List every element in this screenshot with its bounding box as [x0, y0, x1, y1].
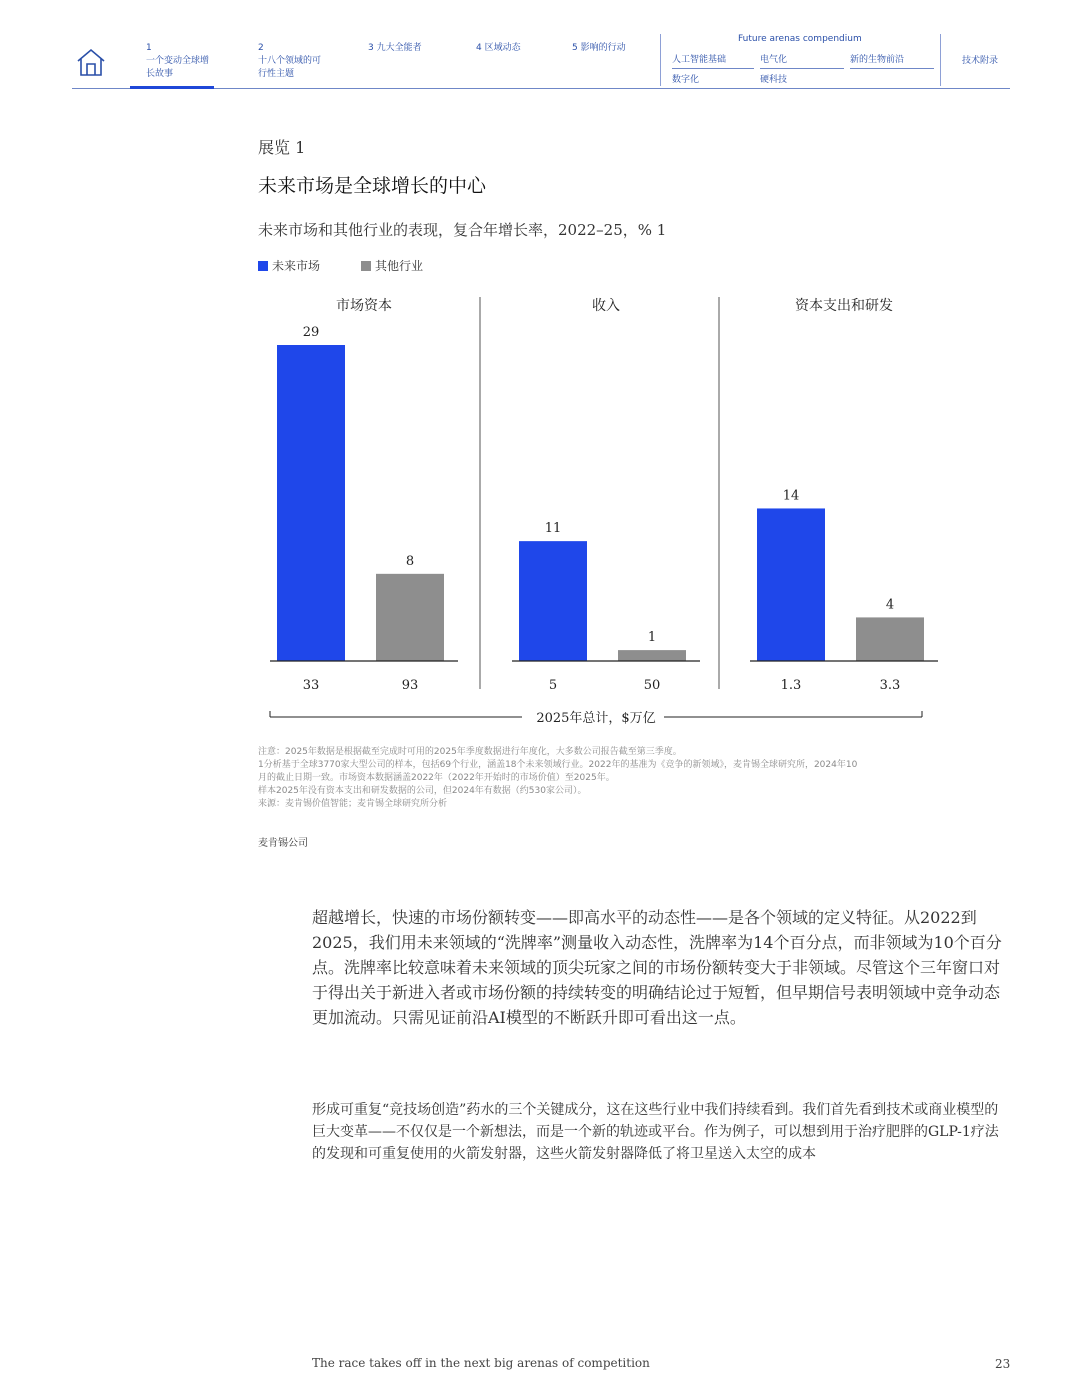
- legend-label: 其他行业: [375, 259, 424, 273]
- exhibit-title: 未来市场是全球增长的中心: [258, 175, 487, 197]
- nav-item-label: 5 影响的行动: [572, 43, 626, 53]
- note-line: 来源：麦肯锡价值智能；麦肯锡全球研究所分析: [258, 799, 448, 809]
- nav-item-1[interactable]: [146, 42, 212, 81]
- legend-swatch-future: [258, 261, 268, 271]
- tick-label: 5: [548, 678, 558, 693]
- tick-label: 33: [302, 678, 320, 693]
- data-label: 4: [885, 597, 895, 613]
- note-line: 月的截止日期一致。市场资本数据涵盖2022年（2022年开始时的市场价值）至2025年。: [258, 773, 615, 783]
- legend-future: [258, 257, 320, 274]
- nav-item-4[interactable]: [476, 42, 524, 55]
- bar: [277, 345, 345, 661]
- footer-title: The race takes off in the next big arenas of competition: [312, 1356, 650, 1370]
- tech-appendix-link[interactable]: 技术附录: [962, 56, 999, 66]
- nav-item-3[interactable]: [368, 42, 424, 55]
- panel-title: 资本支出和研发: [795, 298, 893, 314]
- tick-label: 1.3: [780, 678, 802, 693]
- tick-label: 93: [401, 678, 419, 693]
- nav-item-number: 2: [258, 43, 264, 53]
- bar: [856, 617, 924, 661]
- home-icon[interactable]: [76, 47, 106, 77]
- compendium-item-hardtech[interactable]: 硬科技: [760, 75, 788, 85]
- data-label: 11: [544, 521, 562, 537]
- nav-item-2[interactable]: [258, 42, 324, 81]
- nav-item-label: 十八个领域的可行性主题: [258, 56, 322, 79]
- company-name: 麦肯锡公司: [258, 838, 308, 849]
- bar-chart: [250, 285, 950, 735]
- data-label: 29: [302, 325, 320, 340]
- nav-item-5[interactable]: [572, 42, 628, 55]
- tick-label: 50: [643, 678, 661, 693]
- nav-item-label: 一个变动全球增长故事: [146, 56, 210, 79]
- compendium-item-ai[interactable]: 人工智能基础: [672, 52, 754, 69]
- x-axis-label: 2025年总计，$万亿: [536, 711, 656, 726]
- body-paragraph-2: 形成可重复“竞技场创造”药水的三个关键成分，这在这些行业中我们持续看到。我们首先看到技术或商业模型的巨大变革——不仅仅是一个新想法，而是一个新的轨迹或平台。作为例子，可以想到用于治疗肥胖的GLP-1疗法的发现和可重复使用的火箭发射器，这些火箭发射器降低了将卫星送入太空的成本: [312, 1102, 999, 1162]
- chart-notes: [258, 746, 978, 811]
- compendium-item-digital[interactable]: 数字化: [672, 75, 700, 85]
- panel-title: 市场资本: [336, 298, 392, 314]
- note-line: 1分析基于全球3770家大型公司的样本，包括69个行业，涵盖18个未来领域行业。2022年的基准为《竞争的新领域》，麦肯锡全球研究所，2024年10: [258, 760, 858, 770]
- nav-divider: [940, 34, 941, 86]
- note-line: 样本2025年没有资本支出和研发数据的公司，但2024年有数据（约530家公司）。: [258, 786, 587, 796]
- exhibit-label: 展览 1: [258, 138, 306, 157]
- compendium-item-bio[interactable]: 新的生物前沿: [850, 52, 934, 69]
- nav-item-number: 1: [146, 43, 152, 53]
- nav-divider: [660, 34, 661, 86]
- bar: [757, 508, 825, 661]
- nav-item-label: 3 九大全能者: [368, 43, 422, 53]
- data-label: 14: [782, 488, 800, 504]
- nav-active-indicator: [130, 86, 214, 89]
- body-paragraph-1: 超越增长，快速的市场份额转变——即高水平的动态性——是各个领域的定义特征。从2022到2025，我们用未来领域的“洗牌率”测量收入动态性，洗牌率为14个百分点，而非领域为10个百分点。洗牌率比较意味着未来领域的顶尖玩家之间的市场份额转变大于非领域。尽管这个三年窗口对于得出关于新进入者或市场份额的持续转变的明确结论过于短暂，但早期信号表明领域中竞争动态更加流动。只需见证前沿AI模型的不断跃升即可看出这一点。: [312, 908, 1002, 1027]
- legend-label: 未来市场: [272, 259, 321, 273]
- data-label: 1: [647, 630, 657, 646]
- legend-other: [361, 257, 423, 274]
- compendium-title: Future arenas compendium: [738, 34, 862, 44]
- compendium-item-electrification[interactable]: 电气化: [760, 52, 844, 69]
- bar: [376, 574, 444, 661]
- note-line: 注意：2025年数据是根据截至完成时可用的2025年季度数据进行年度化，大多数公司报告截至第三季度。: [258, 747, 682, 757]
- nav-item-label: 4 区域动态: [476, 43, 521, 53]
- tick-label: 3.3: [879, 678, 901, 693]
- page-number: 23: [995, 1357, 1011, 1371]
- data-label: 8: [405, 553, 415, 569]
- bar: [519, 541, 587, 661]
- bar: [618, 650, 686, 661]
- exhibit-subtitle: 未来市场和其他行业的表现，复合年增长率，2022–25，% 1: [258, 221, 667, 239]
- panel-title: 收入: [592, 298, 620, 314]
- legend-swatch-other: [361, 261, 371, 271]
